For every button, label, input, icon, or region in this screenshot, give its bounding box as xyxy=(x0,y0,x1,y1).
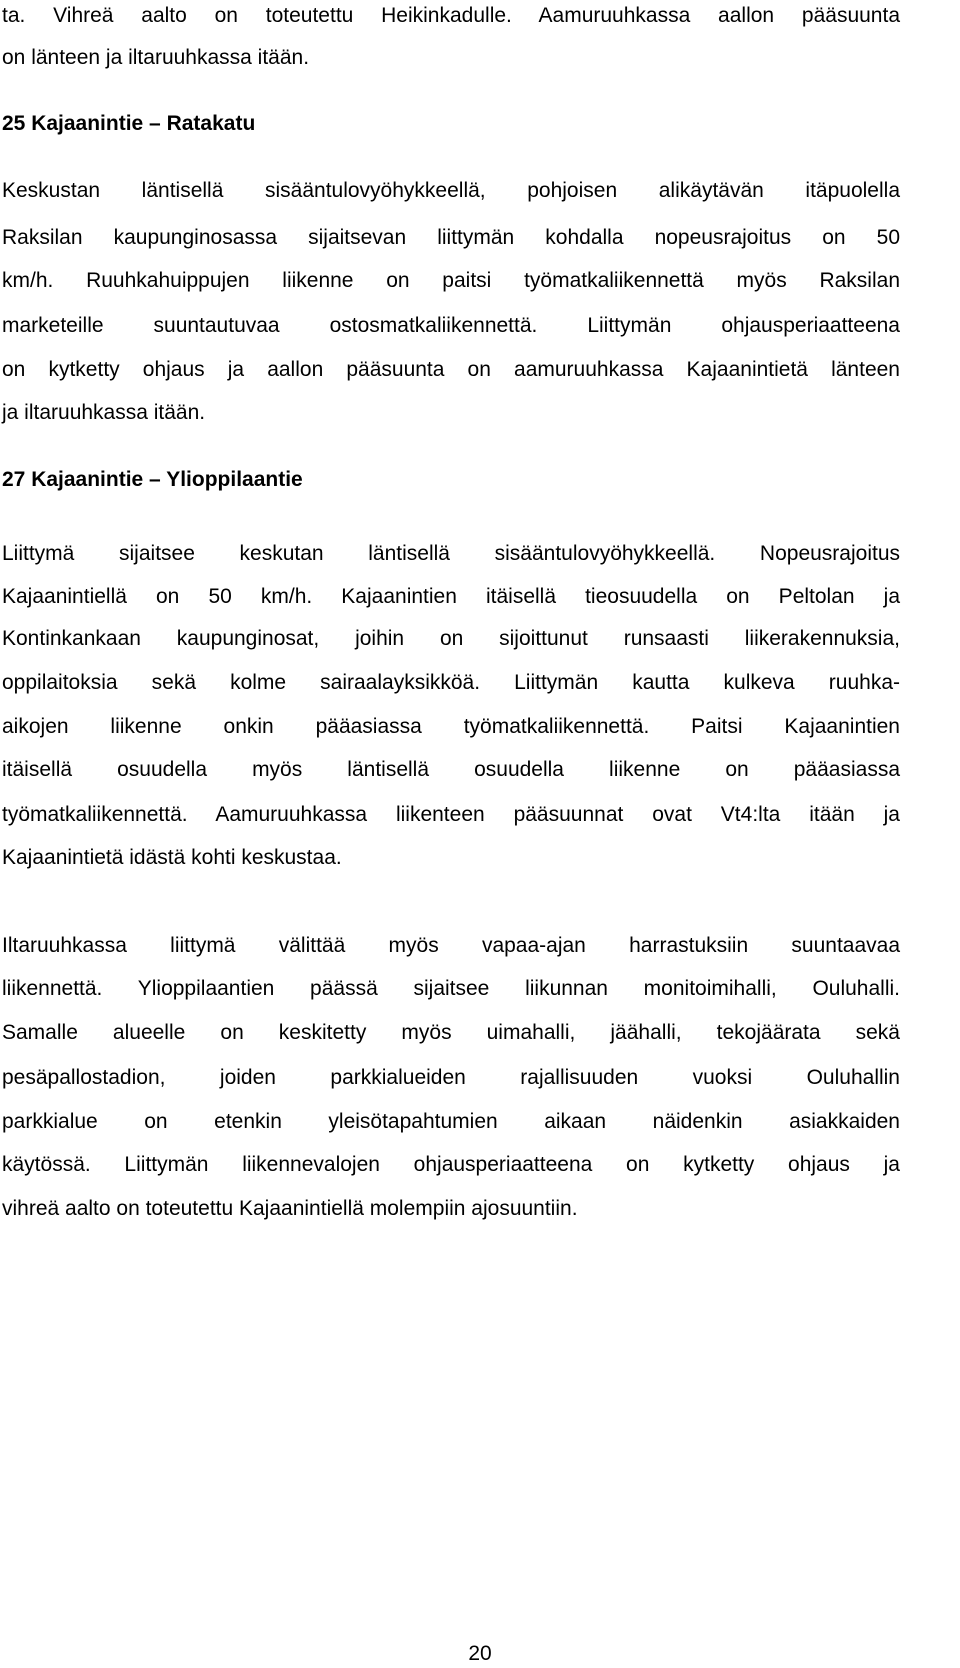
section27-p1-line: oppilaitoksia sekä kolme sairaalayksikköä. Liittymän kautta kulkeva ruuhka- xyxy=(2,671,900,694)
section25-line: Keskustan läntisellä sisääntulovyöhykkeellä, pohjoisen alikäytävän itäpuolella xyxy=(2,179,900,202)
section25-line: on kytketty ohjaus ja aallon pääsuunta on aamuruuhkassa Kajaanintietä länteen xyxy=(2,358,900,381)
section27-p2-line: vihreä aalto on toteutettu Kajaanintiellä molempiin ajosuuntiin. xyxy=(2,1197,578,1220)
section27-p2-line: käytössä. Liittymän liikennevalojen ohjausperiaatteena on kytketty ohjaus ja xyxy=(2,1153,900,1176)
section25-line: marketeille suuntautuvaa ostosmatkaliikennettä. Liittymän ohjausperiaatteena xyxy=(2,314,900,337)
section27-p2-line: pesäpallostadion, joiden parkkialueiden rajallisuuden vuoksi Ouluhallin xyxy=(2,1066,900,1089)
section27-p1-line: Kontinkankaan kaupunginosat, joihin on sijoittunut runsaasti liikerakennuksia, xyxy=(2,627,900,650)
section27-p1-line: Kajaanintietä idästä kohti keskustaa. xyxy=(2,846,342,869)
section25-line: km/h. Ruuhkahuippujen liikenne on paitsi työmatkaliikennettä myös Raksilan xyxy=(2,269,900,292)
section27-p1-line: Kajaanintiellä on 50 km/h. Kajaanintien itäisellä tieosuudella on Peltolan ja xyxy=(2,585,900,608)
section27-p2-line: Samalle alueelle on keskitetty myös uimahalli, jäähalli, tekojäärata sekä xyxy=(2,1021,900,1044)
continuation-line: on länteen ja iltaruuhkassa itään. xyxy=(2,46,310,69)
section27-p1-line: itäisellä osuudella myös läntisellä osuudella liikenne on pääasiassa xyxy=(2,758,900,781)
section27-p1-line: työmatkaliikennettä. Aamuruuhkassa liikenteen pääsuunnat ovat Vt4:lta itään ja xyxy=(2,803,900,826)
section27-p2-line: liikennettä. Ylioppilaantien päässä sijaitsee liikunnan monitoimihalli, Ouluhalli. xyxy=(2,977,900,1000)
section25-line: Raksilan kaupunginosassa sijaitsevan liittymän kohdalla nopeusrajoitus on 50 xyxy=(2,226,900,249)
section27-p1-line: aikojen liikenne onkin pääasiassa työmatkaliikennettä. Paitsi Kajaanintien xyxy=(2,715,900,738)
section25-line: ja iltaruuhkassa itään. xyxy=(2,401,206,424)
page-number: 20 xyxy=(468,1642,492,1665)
section27-p2-line: parkkialue on etenkin yleisötapahtumien aikaan näidenkin asiakkaiden xyxy=(2,1110,900,1133)
section-heading-25: 25 Kajaanintie – Ratakatu xyxy=(2,112,256,135)
section-heading-27: 27 Kajaanintie – Ylioppilaantie xyxy=(2,468,303,491)
section27-p1-line: Liittymä sijaitsee keskutan läntisellä sisääntulovyöhykkeellä. Nopeusrajoitus xyxy=(2,542,900,565)
section27-p2-line: Iltaruuhkassa liittymä välittää myös vapaa-ajan harrastuksiin suuntaavaa xyxy=(2,934,900,957)
continuation-line: ta. Vihreä aalto on toteutettu Heikinkadulle. Aamuruuhkassa aallon pääsuunta xyxy=(2,4,900,27)
